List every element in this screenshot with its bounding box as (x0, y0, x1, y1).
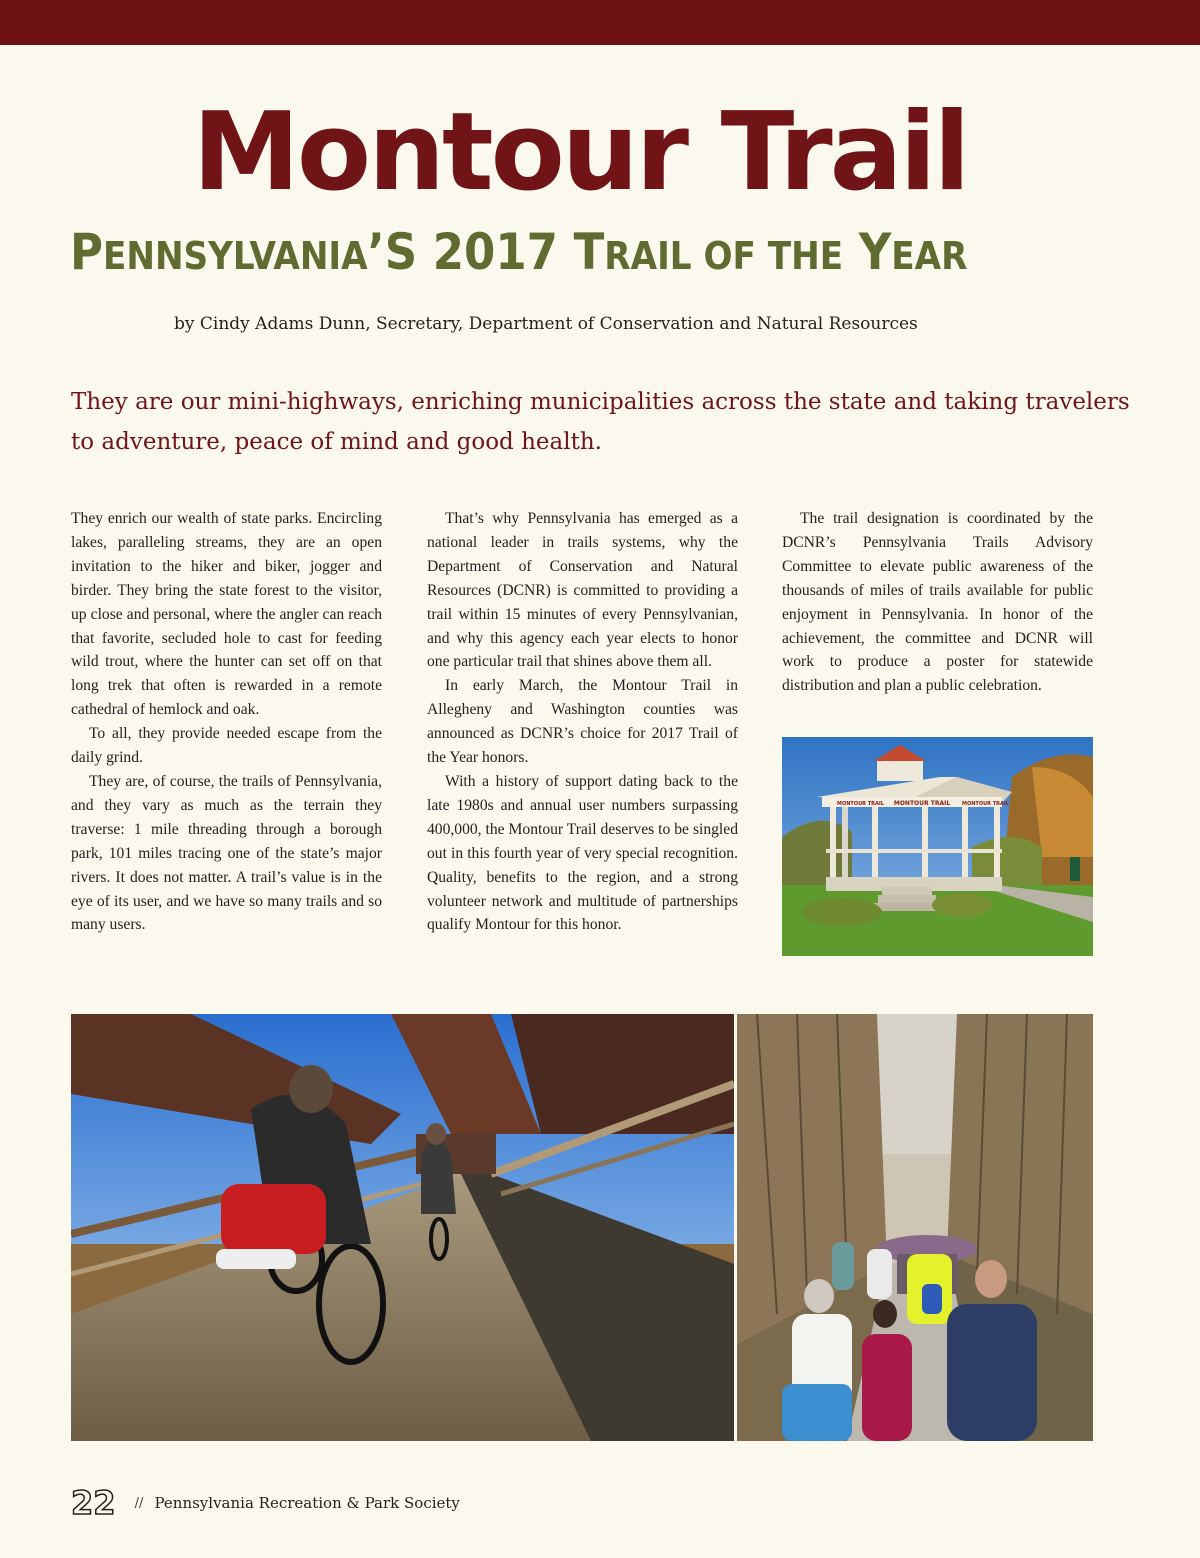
publication-name: Pennsylvania Recreation & Park Society (154, 1494, 460, 1512)
bridge-cyclists-photo (71, 1014, 734, 1441)
paragraph: In early March, the Montour Trail in Allegheny and Washington counties was announced as DCNR’s choice for 2017 Trail of the Year honors. (427, 677, 738, 767)
gazebo-sign-text: MONTOUR TRAIL (893, 800, 951, 807)
article-title: Montour Trail (192, 90, 968, 215)
subtitle-part: EAR (891, 234, 968, 278)
gazebo-sign-right: MONTOUR TRAIL (962, 801, 1009, 807)
text-column-2 (427, 507, 738, 937)
text-column-3 (782, 507, 1093, 698)
paragraph: That’s why Pennsylvania has emerged as a national leader in trails systems, why the Department of Conservation and Natural Resources (DCNR) is committed to providing a trail within 15 minutes of every Pennsylvanian, and why this agency each year elects to honor one particular trail that shines above them all. (427, 510, 738, 671)
subtitle-part: Y (843, 223, 892, 281)
footer-separator: // (134, 1495, 144, 1511)
subtitle-part: ’S 2017 T (367, 223, 605, 281)
paragraph: They are, of course, the trails of Pennsylvania, and they vary as much as the terrain they traverse: 1 mile threading through a borough park, 101 miles tracing one of the state’s major rivers. It does not matter. A trail’s value is in the eye of its user, and we have so many trails and so many users. (71, 772, 382, 934)
paragraph: With a history of support dating back to the late 1980s and annual user numbers surpassing 400,000, the Montour Trail deserves to be singled out in this fourth year of very special recognition. Quality, benefits to the region, and a strong volunteer network and multitude of partnerships qualify Montour for this honor. (427, 772, 738, 934)
paragraph: The trail designation is coordinated by the DCNR’s Pennsylvania Trails Advisory Committee to elevate public awareness of the thousands of miles of trails available for public enjoyment in Pennsylvania. In honor of the achievement, the committee and DCNR will work to produce a poster for statewide distribution and plan a public celebration. (782, 510, 1093, 695)
gazebo-sign-left: MONTOUR TRAIL (837, 801, 884, 807)
lead-paragraph: They are our mini-highways, enriching municipalities across the state and taking travelers to adventure, peace of mind and good health. (71, 389, 1130, 455)
article-subtitle (70, 220, 1110, 285)
paragraph: To all, they provide needed escape from the daily grind. (71, 725, 382, 767)
paragraph: They enrich our wealth of state parks. Encircling lakes, paralleling streams, they are an open invitation to the hiker and biker, jogger and birder. They bring the state forest to the visitor, up close and personal, where the angler can reach that favorite, secluded hole to cast for feeding wild trout, where the hunter can set off on that long trek that often is rewarded in a remote cathedral of hemlock and oak. (71, 510, 382, 719)
gazebo-photo (782, 737, 1093, 956)
top-color-bar (0, 0, 1200, 45)
subtitle-part: ENNSYLVANIA (102, 234, 368, 278)
byline: by Cindy Adams Dunn, Secretary, Department of Conservation and Natural Resources (174, 314, 918, 334)
text-column-1 (71, 507, 382, 937)
page-number: 22 (71, 1484, 116, 1522)
page-footer (71, 1484, 460, 1524)
trail-walkers-photo (737, 1014, 1093, 1441)
subtitle-part: RAIL OF THE (604, 234, 844, 278)
subtitle-part: P (70, 223, 103, 281)
